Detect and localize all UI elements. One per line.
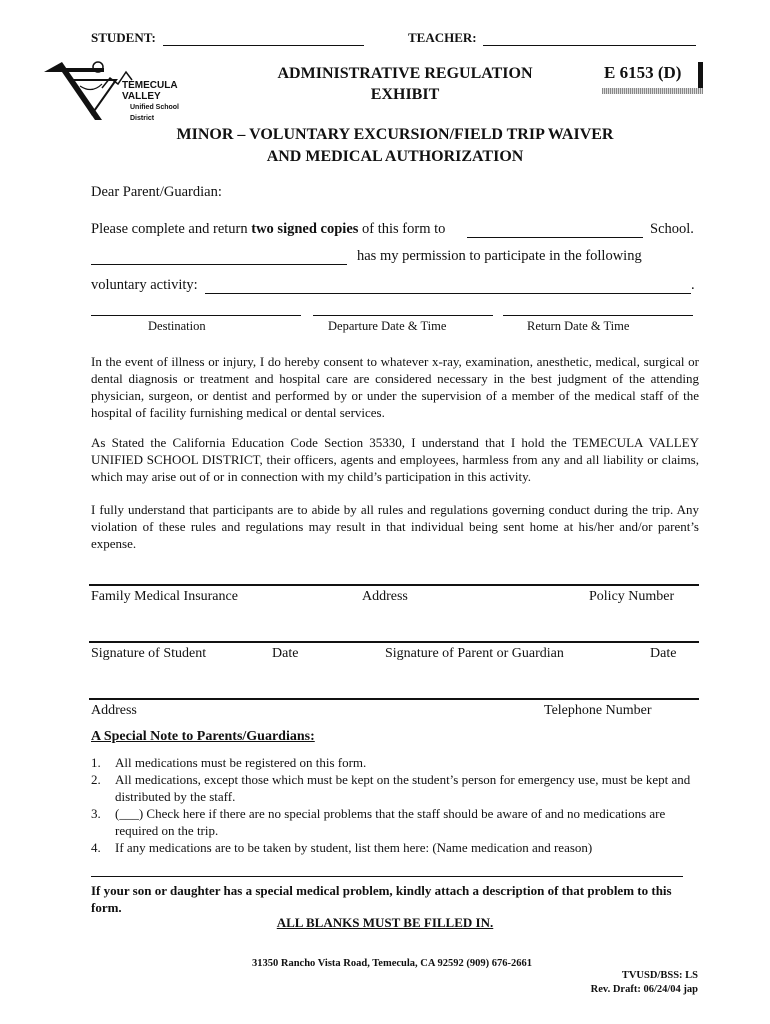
insurance-label: Family Medical Insurance [91,589,238,604]
student-label: STUDENT: [91,30,156,45]
activity-end: . [691,277,695,293]
all-blanks-notice: ALL BLANKS MUST BE FILLED IN. [276,915,494,930]
code-box-shadow [602,88,703,94]
telephone-label: Telephone Number [544,703,652,718]
activity-field[interactable] [205,279,691,294]
special-note-heading: A Special Note to Parents/Guardians: [91,729,315,744]
date-label-1: Date [272,646,299,661]
list-item: 4. If any medications are to be taken by student, list them here: (Name medication and reason) [91,840,593,855]
destination-label: Destination [148,319,206,333]
education-code-paragraph: As Stated the California Education Code Section 35330, I understand that I hold the TEMECULA VALLEY UNIFIED SCHOOL DISTRICT, their officers, agents and employees, harmless from any and all liability or claims, which may arise out of or in connection with my child’s participation in this activity. [91,435,699,484]
address-label-2: Address [91,703,137,718]
return-field[interactable] [503,315,693,316]
revision-info: TVUSD/BSS: LS Rev. Draft: 06/24/04 jap [590,970,698,995]
list-item: 1. All medications must be registered on this form. [91,755,367,770]
greeting: Dear Parent/Guardian: [91,184,222,200]
special-problem-notice: If your son or daughter has a special medical problem, kindly attach a description of that problem to this form. [91,883,672,915]
student-name-field[interactable] [163,30,364,46]
regulation-code: E 6153 (D) [604,63,682,82]
signature-line[interactable] [89,641,699,643]
teacher-name-field[interactable] [483,30,696,46]
district-logo [40,58,200,128]
special-note-list [91,754,699,856]
date-label-2: Date [650,646,677,661]
parent-signature-label: Signature of Parent or Guardian [385,646,564,661]
destination-field[interactable] [91,315,301,316]
school-suffix: School. [650,221,694,237]
list-item[interactable]: 3. (___) Check here if there are no special problems that the staff should be aware of and no medications are required on the trip. [91,806,666,838]
list-item: 2. All medications, except those which must be kept on the student’s person for emergency use, must be kept and distributed by the staff. [91,772,691,804]
return-label: Return Date & Time [527,319,630,333]
student-signature-label: Signature of Student [91,646,207,661]
logo-name: TEMECULA VALLEY Unified School District [122,80,179,122]
activity-label: voluntary activity: [91,277,198,293]
policy-number-label: Policy Number [589,589,675,604]
address-line[interactable] [89,698,699,700]
instructions-line: Please complete and return two signed copies of this form to [91,221,446,237]
teacher-label: TEACHER: [408,30,477,45]
medication-field[interactable] [91,876,683,877]
school-name-field[interactable] [467,222,643,238]
consent-paragraph: In the event of illness or injury, I do hereby consent to whatever x-ray, examination, anesthetic, medical, surgical or dental diagnosis or treatment and hospital care are considered necessary in the best judgment of the attending physician, surgeon, or dentist and performed by or under the supervision of a member of the medical staff of the hospital of facility furnishing medical or dental services. [91,354,699,420]
insurance-line[interactable] [89,584,699,586]
form-title: MINOR – VOLUNTARY EXCURSION/FIELD TRIP WAIVER AND MEDICAL AUTHORIZATION [176,126,614,165]
address-label-1: Address [362,589,408,604]
student-permission-name-field[interactable] [91,249,347,265]
departure-label: Departure Date & Time [328,319,447,333]
rules-paragraph: I fully understand that participants are to abide by all rules and regulations governing conduct during the trip. Any violation of these rules and regulations may result in that individual being sent home at his/her and/or parent’s expense. [91,502,699,551]
regulation-title: ADMINISTRATIVE REGULATION EXHIBIT [277,65,533,103]
district-address: 31350 Rancho Vista Road, Temecula, CA 92592 (909) 676-2661 [251,958,532,969]
departure-field[interactable] [313,315,493,316]
permission-text: has my permission to participate in the following [357,248,642,264]
